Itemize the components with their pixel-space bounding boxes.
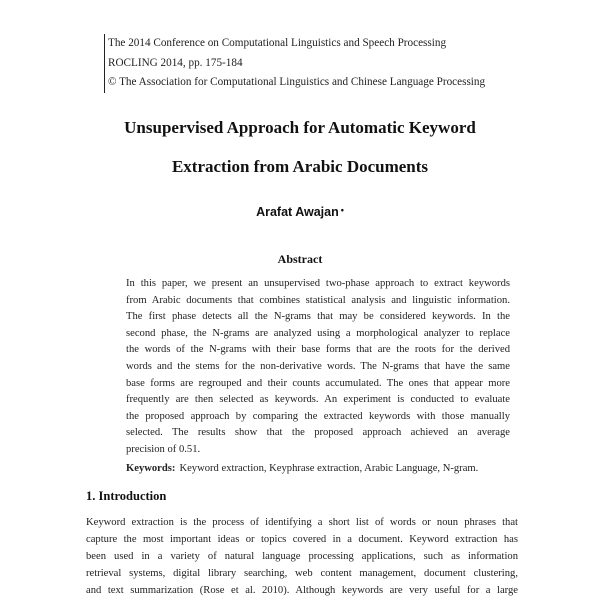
- keywords-text: Keyword extraction, Keyphrase extraction, Arabic Language, N-gram.: [179, 463, 479, 474]
- paper-title-line-1: Unsupervised Approach for Automatic Keyword: [124, 118, 476, 137]
- body-line: and text summarization (Rose et al. 2010). Although keywords are very useful for a large: [86, 585, 518, 596]
- abstract-line: the words of the N-grams with their base forms that are the roots for the derived: [126, 344, 510, 356]
- abstract-line: second phase, the N-grams are analyzed using a morphological analyzer to replace: [126, 327, 510, 339]
- abstract-line: precision of 0.51.: [126, 443, 201, 455]
- abstract-line: In this paper, we present an unsupervised two-phase approach to extract keywords: [126, 278, 510, 289]
- abstract-line: from Arabic documents that combines statistical analysis and linguistic information.: [126, 294, 510, 306]
- body-line: capture the most important ideas or topics covered in a document. Keyword extraction has: [86, 534, 518, 545]
- author-name: Arafat Awajan: [256, 205, 339, 219]
- abstract-line: words and the stems for the non-derivative words. The N-grams that have the same: [126, 360, 510, 372]
- abstract-body: [126, 276, 510, 459]
- abstract-heading: Abstract: [277, 252, 323, 266]
- keywords-line: [126, 463, 526, 474]
- keywords-label: Keywords:: [126, 463, 176, 474]
- body-line: Keyword extraction is the process of identifying a short list of words or noun phrases that: [86, 517, 518, 528]
- author-footnote-mark: •: [340, 205, 344, 215]
- proceedings-pages: ROCLING 2014, pp. 175-184: [108, 56, 243, 69]
- body-line: been used in a variety of natural language processing applications, such as information: [86, 551, 518, 562]
- abstract-line: selected. The results show that the proposed approach achieved an average: [126, 427, 510, 439]
- copyright-line: © The Association for Computational Linguistics and Chinese Language Processing: [108, 76, 486, 88]
- section-heading-introduction: 1. Introduction: [86, 489, 167, 503]
- abstract-line: base forms are regrouped and their counts accumulated. The ones that appear more: [126, 377, 510, 389]
- body-line: retrieval systems, digital library searching, web content management, document clustering,: [86, 568, 518, 579]
- abstract-line: The first phase detects all the N-grams that may be considered keywords. In the: [126, 311, 510, 323]
- author-line: [40, 205, 560, 219]
- conference-name: The 2014 Conference on Computational Linguistics and Speech Processing: [108, 37, 447, 49]
- abstract-line: the proposed approach by comparing the extracted keywords with those manually: [126, 410, 510, 422]
- abstract-line: frequently are then selected as keywords. An experiment is conducted to evaluate: [126, 394, 510, 406]
- introduction-body: [86, 514, 518, 599]
- paper-title-line-2: Extraction from Arabic Documents: [171, 157, 429, 176]
- conference-header: [104, 34, 485, 93]
